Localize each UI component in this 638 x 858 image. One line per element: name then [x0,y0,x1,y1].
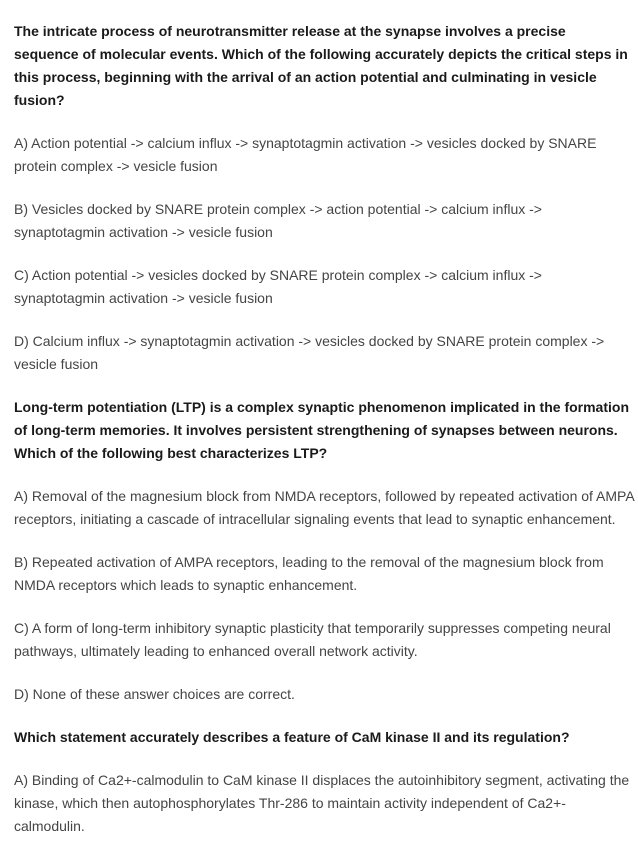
question-text: The intricate process of neurotransmitter release at the synapse involves a precise sequence of molecular events. Which of the following accurately depicts the critical steps in this process, beginning with the arrival of an action potential and culminating in vesicle fusion? [14,23,628,108]
answer-option-c[interactable]: C) A form of long-term inhibitory synaptic plasticity that temporarily suppresses competing neural pathways, ultimately leading to enhanced overall network activity. [14,620,611,659]
answer-option-a[interactable]: A) Action potential -> calcium influx -> synaptotagmin activation -> vesicles docked by SNARE protein complex -> vesicle fusion [14,135,597,174]
answer-option-d[interactable]: D) Calcium influx -> synaptotagmin activation -> vesicles docked by SNARE protein complex -> vesicle fusion [14,333,605,372]
answer-option-a[interactable]: A) Binding of Ca2+-calmodulin to CaM kinase II displaces the autoinhibitory segment, activating the kinase, which then autophosphorylates Thr-286 to maintain activity independent of Ca2+-calmodulin. [14,772,630,834]
question-text: Long-term potentiation (LTP) is a complex synaptic phenomenon implicated in the formation of long-term memories. It involves persistent strengthening of synapses between neurons. Which of the following best characterizes LTP? [14,399,630,461]
answer-option-d[interactable]: D) None of these answer choices are correct. [14,686,295,702]
answer-option-b[interactable]: B) Repeated activation of AMPA receptors, leading to the removal of the magnesium block from NMDA receptors which leads to synaptic enhancement. [14,554,604,593]
question-2 [14,396,634,706]
answer-option-b[interactable]: B) Vesicles docked by SNARE protein complex -> action potential -> calcium influx -> synaptotagmin activation -> vesicle fusion [14,201,542,240]
answer-option-a[interactable]: A) Removal of the magnesium block from NMDA receptors, followed by repeated activation of AMPA receptors, initiating a cascade of intracellular signaling events that lead to synaptic enhancement. [14,488,634,527]
question-1 [14,20,634,376]
question-text: Which statement accurately describes a feature of CaM kinase II and its regulation? [14,729,570,745]
answer-option-c[interactable]: C) Action potential -> vesicles docked by SNARE protein complex -> calcium influx -> synaptotagmin activation -> vesicle fusion [14,267,542,306]
question-list [14,20,634,858]
question-3 [14,726,634,838]
